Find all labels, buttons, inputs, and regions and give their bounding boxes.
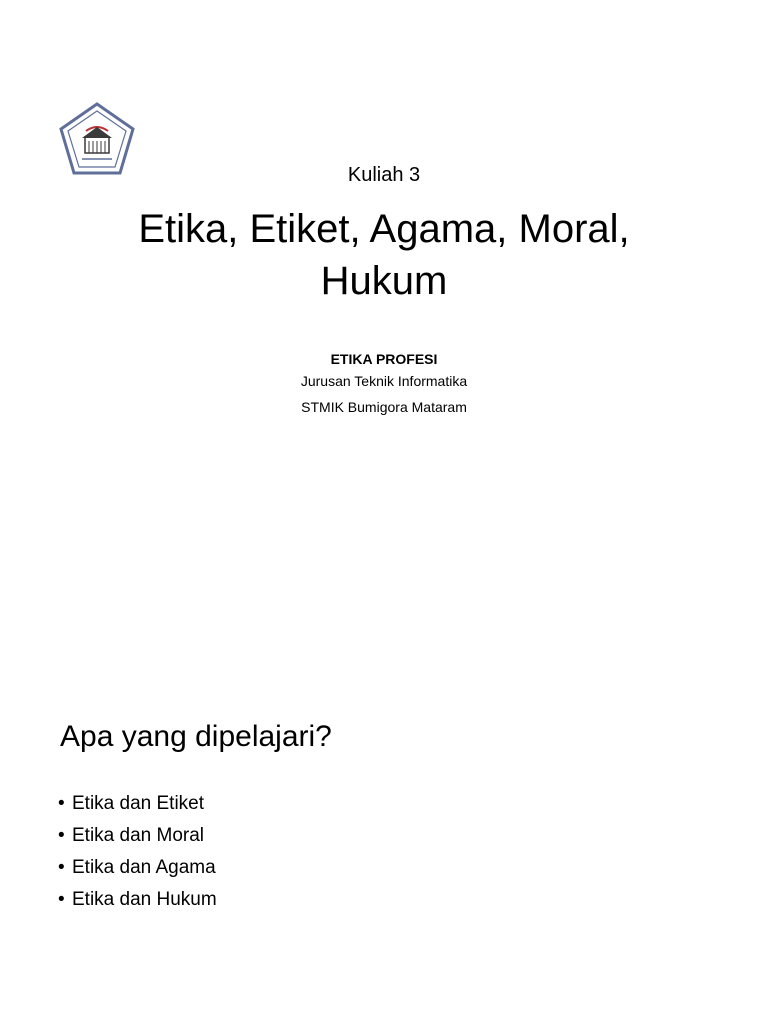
slide-title-line-1: Etika, Etiket, Agama, Moral,: [138, 207, 630, 251]
bullet-marker: •: [58, 825, 65, 846]
topic-list: [58, 788, 217, 916]
list-item-text: Etika dan Moral: [72, 825, 205, 846]
slide-title-line-2: Hukum: [320, 259, 448, 303]
course-name: ETIKA PROFESI: [330, 351, 438, 367]
list-item: [58, 788, 217, 820]
bullet-marker: •: [58, 793, 65, 814]
institution-name: STMIK Bumigora Mataram: [301, 399, 467, 415]
subtitle-block: [0, 350, 768, 420]
list-item: [58, 852, 217, 884]
list-item-text: Etika dan Etiket: [72, 793, 205, 814]
bullet-marker: •: [58, 889, 65, 910]
lecture-number: Kuliah 3: [347, 164, 421, 186]
list-item: [58, 884, 217, 916]
content-slide-title: Apa yang dipelajari?: [60, 720, 332, 753]
list-item-text: Etika dan Agama: [72, 857, 216, 878]
content-slide: [0, 700, 768, 1000]
slide-title: [0, 203, 768, 307]
list-item-text: Etika dan Hukum: [72, 889, 217, 910]
bullet-marker: •: [58, 857, 65, 878]
title-slide: [0, 0, 768, 500]
department-name: Jurusan Teknik Informatika: [300, 373, 468, 389]
list-item: [58, 820, 217, 852]
